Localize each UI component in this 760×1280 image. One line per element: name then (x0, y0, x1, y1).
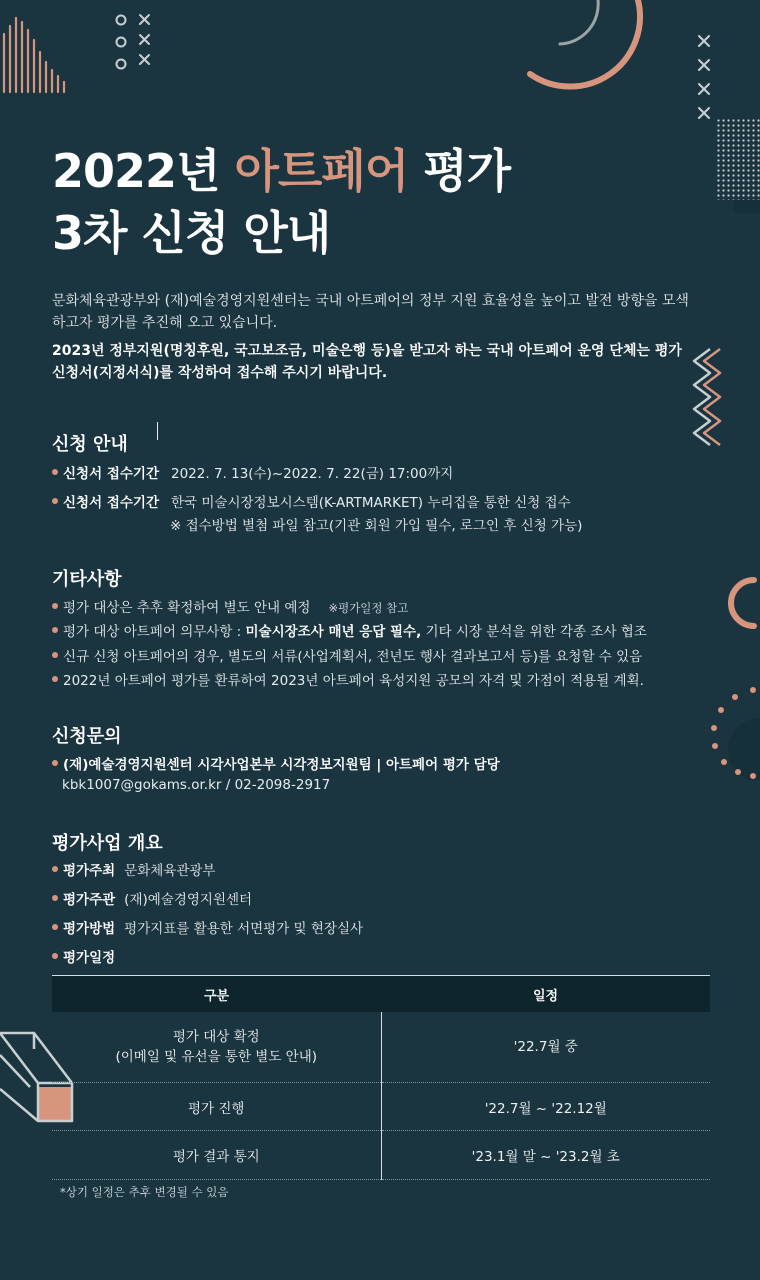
overview-item-schedule: 평가일정 (52, 946, 115, 966)
table-cell-date: '22.7월 ~ '22.12월 (381, 1083, 710, 1131)
title-line-1: 2022년 아트페어 평가 (52, 144, 511, 198)
etc-item-4: 2022년 아트페어 평가를 환류하여 2023년 아트페어 육성지원 공모의 자격 및 가점이 적용될 계획. (52, 669, 644, 689)
contact-details: kbk1007@gokams.or.kr / 02-2098-2917 (62, 777, 331, 793)
schedule-footnote: *상기 일정은 추후 변경될 수 있음 (60, 1185, 229, 1199)
apply-note: ※ 접수방법 별첨 파일 참고(기관 회원 가입 필수, 로그인 후 신청 가능) (170, 518, 583, 534)
intro-paragraph-2: 2023년 정부지원(명칭후원, 국고보조금, 미술은행 등)을 받고자 하는 국내 아트페어 운영 단체는 평가신청서(지정서식)를 작성하여 접수해 주시기 바랍니다. (52, 343, 682, 381)
etc-item-3: 신규 신청 아트페어의 경우, 별도의 서류(사업계획서, 전년도 행사 결과보고서 등)를 요청할 수 있음 (52, 645, 642, 665)
half-circle-decoration (720, 575, 760, 635)
apply-item-period: 신청서 접수기간 2022. 7. 13(수)~2022. 7. 22(금) 17:00까지 (52, 462, 453, 482)
table-row (52, 1012, 710, 1083)
contact-org: (재)예술경영지원센터 시각사업본부 시각정보지원팀 | 아트페어 평가 담당 (52, 753, 500, 773)
overview-item-host: 평가주최 문화체육관광부 (52, 859, 215, 879)
arc-decoration (510, 0, 660, 90)
contact-heading: 신청문의 (52, 726, 122, 747)
table-header-schedule: 일정 (381, 976, 710, 1013)
dot-grid-decoration (716, 118, 760, 213)
table-cell-date: '22.7월 중 (381, 1012, 710, 1083)
heading-divider (157, 422, 158, 440)
table-row (52, 1083, 710, 1131)
circle-cross-decoration (110, 10, 160, 75)
page-title (52, 140, 510, 264)
intro (52, 290, 692, 384)
zigzag-decoration (692, 345, 732, 453)
table-cell-item: 평가 대상 확정 (이메일 및 유선을 통한 별도 안내) (52, 1012, 381, 1083)
table-header-category: 구분 (52, 976, 381, 1013)
etc-item-1: 평가 대상은 추후 확정하여 별도 안내 예정 ※평가일정 참고 (52, 596, 408, 616)
table-cell-item: 평가 결과 통지 (52, 1131, 381, 1180)
table-cell-date: '23.1월 말 ~ '23.2월 초 (381, 1131, 710, 1180)
title-line-2: 3차 신청 안내 (52, 206, 331, 260)
schedule-table (52, 975, 710, 1180)
apply-heading: 신청 안내 (52, 434, 128, 455)
title-highlight: 아트페어 (234, 144, 409, 198)
apply-item-method: 신청서 접수기간 한국 미술시장정보시스템(K-ARTMARKET) 누리집을 통한 신청 접수 (52, 491, 571, 511)
intro-paragraph-1: 문화체육관광부와 (재)예술경영지원센터는 국내 아트페어의 정부 지원 효율성을 높이고 발전 방향을 모색하고자 평가를 추진해 오고 있습니다. (52, 293, 689, 331)
etc-item-2: 평가 대상 아트페어 의무사항 : 미술시장조사 매년 응답 필수, 기타 시장 분석을 위한 각종 조사 협조 (52, 620, 647, 640)
overview-item-method: 평가방법 평가지표를 활용한 서면평가 및 현장실사 (52, 917, 363, 937)
table-row (52, 1131, 710, 1180)
table-cell-item: 평가 진행 (52, 1083, 381, 1131)
dotted-arc-decoration (700, 680, 760, 780)
etc-heading: 기타사항 (52, 569, 122, 590)
bars-decoration (0, 0, 70, 100)
overview-item-organizer: 평가주관 (재)예술경영지원센터 (52, 888, 252, 908)
cross-column-decoration (690, 30, 720, 125)
overview-heading: 평가사업 개요 (52, 833, 163, 854)
